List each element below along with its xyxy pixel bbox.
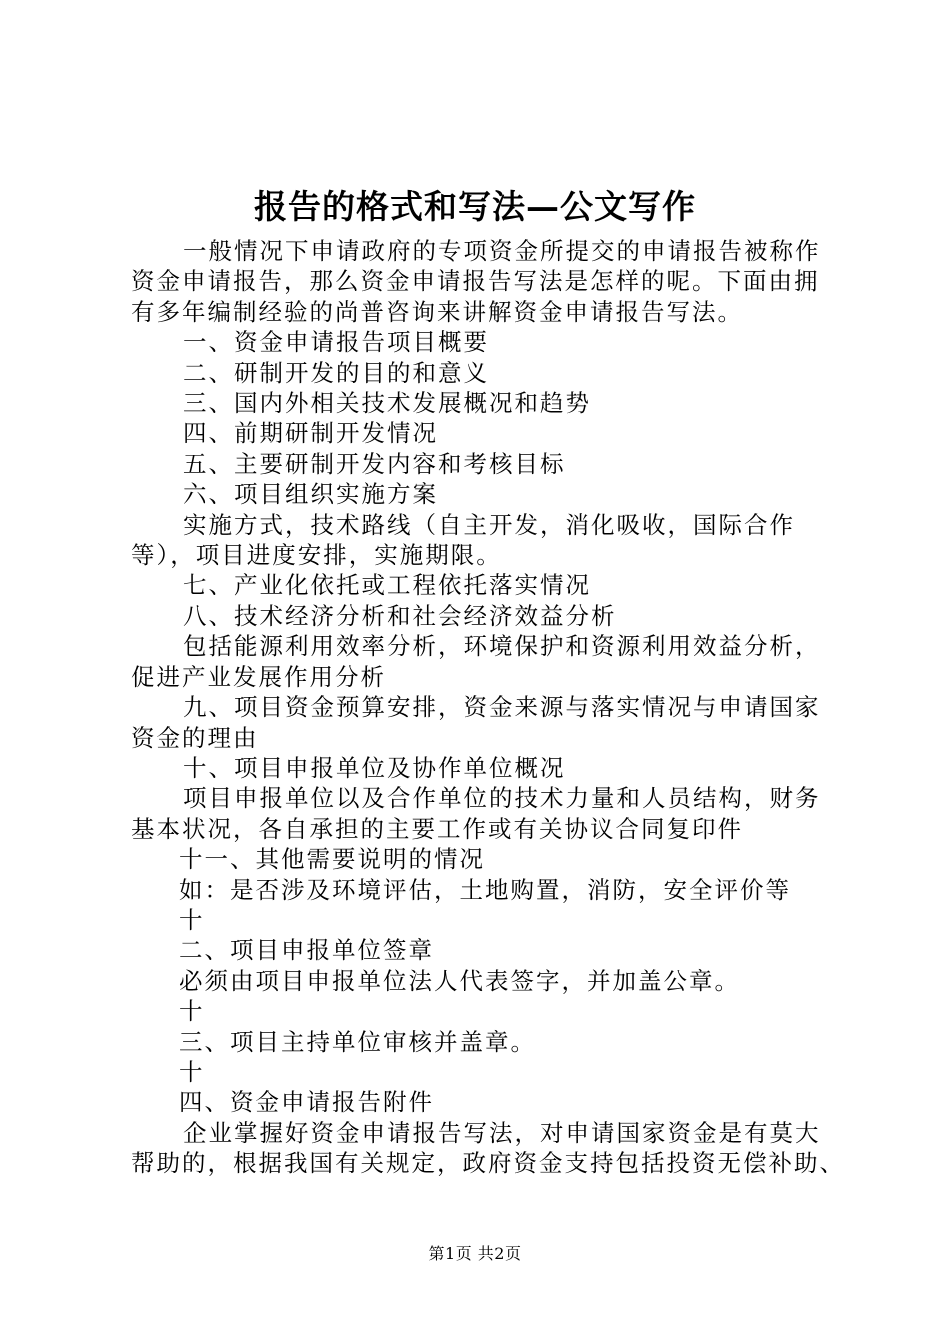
body-line: 项目申报单位以及合作单位的技术力量和人员结构，财务 xyxy=(183,784,821,813)
body-line: 帮助的，根据我国有关规定，政府资金支持包括投资无偿补助、 xyxy=(131,1149,845,1178)
body-line: 促进产业发展作用分析 xyxy=(131,662,386,691)
body-line: 十 xyxy=(179,1057,205,1086)
body-line: 企业掌握好资金申请报告写法，对申请国家资金是有莫大 xyxy=(183,1118,821,1147)
section-heading: 九、项目资金预算安排，资金来源与落实情况与申请国家 xyxy=(183,693,821,722)
section-heading: 八、技术经济分析和社会经济效益分析 xyxy=(183,601,617,630)
body-line: 资金的理由 xyxy=(131,723,259,752)
section-heading: 十、项目申报单位及协作单位概况 xyxy=(183,753,566,782)
section-heading: 四、前期研制开发情况 xyxy=(183,419,438,448)
section-heading: 二、项目申报单位签章 xyxy=(179,936,434,965)
body-line: 一般情况下申请政府的专项资金所提交的申请报告被称作 xyxy=(183,237,821,265)
body-line: 包括能源利用效率分析，环境保护和资源利用效益分析， xyxy=(183,632,821,661)
body-line: 基本状况，各自承担的主要工作或有关协议合同复印件 xyxy=(131,814,743,843)
section-heading: 三、国内外相关技术发展概况和趋势 xyxy=(183,389,591,418)
section-heading: 一、资金申请报告项目概要 xyxy=(183,328,489,357)
body-line: 十 xyxy=(179,905,205,934)
section-heading: 五、主要研制开发内容和考核目标 xyxy=(183,449,566,478)
section-heading: 十一、其他需要说明的情况 xyxy=(179,845,485,874)
body-line: 有多年编制经验的尚普咨询来讲解资金申请报告写法。 xyxy=(131,297,743,326)
body-line: 实施方式，技术路线（自主开发，消化吸收，国际合作 xyxy=(183,510,795,539)
page-footer: 第1页 共2页 xyxy=(428,1244,522,1263)
section-heading: 二、研制开发的目的和意义 xyxy=(183,358,489,387)
body-line: 十 xyxy=(179,997,205,1026)
section-heading: 六、项目组织实施方案 xyxy=(183,480,438,509)
body-line: 资金申请报告，那么资金申请报告写法是怎样的呢。下面由拥 xyxy=(131,267,820,296)
section-heading: 七、产业化依托或工程依托落实情况 xyxy=(183,571,591,600)
section-heading: 四、资金申请报告附件 xyxy=(179,1088,434,1117)
body-line: 如：是否涉及环境评估，土地购置，消防，安全评价等 xyxy=(179,875,791,904)
body-line: 必须由项目申报单位法人代表签字，并加盖公章。 xyxy=(179,966,740,995)
document-body xyxy=(131,236,845,1179)
body-line: 等），项目进度安排，实施期限。 xyxy=(131,541,502,570)
section-heading: 三、项目主持单位审核并盖章。 xyxy=(179,1027,536,1056)
document-title: 报告的格式和写法—公文写作 xyxy=(254,187,696,226)
